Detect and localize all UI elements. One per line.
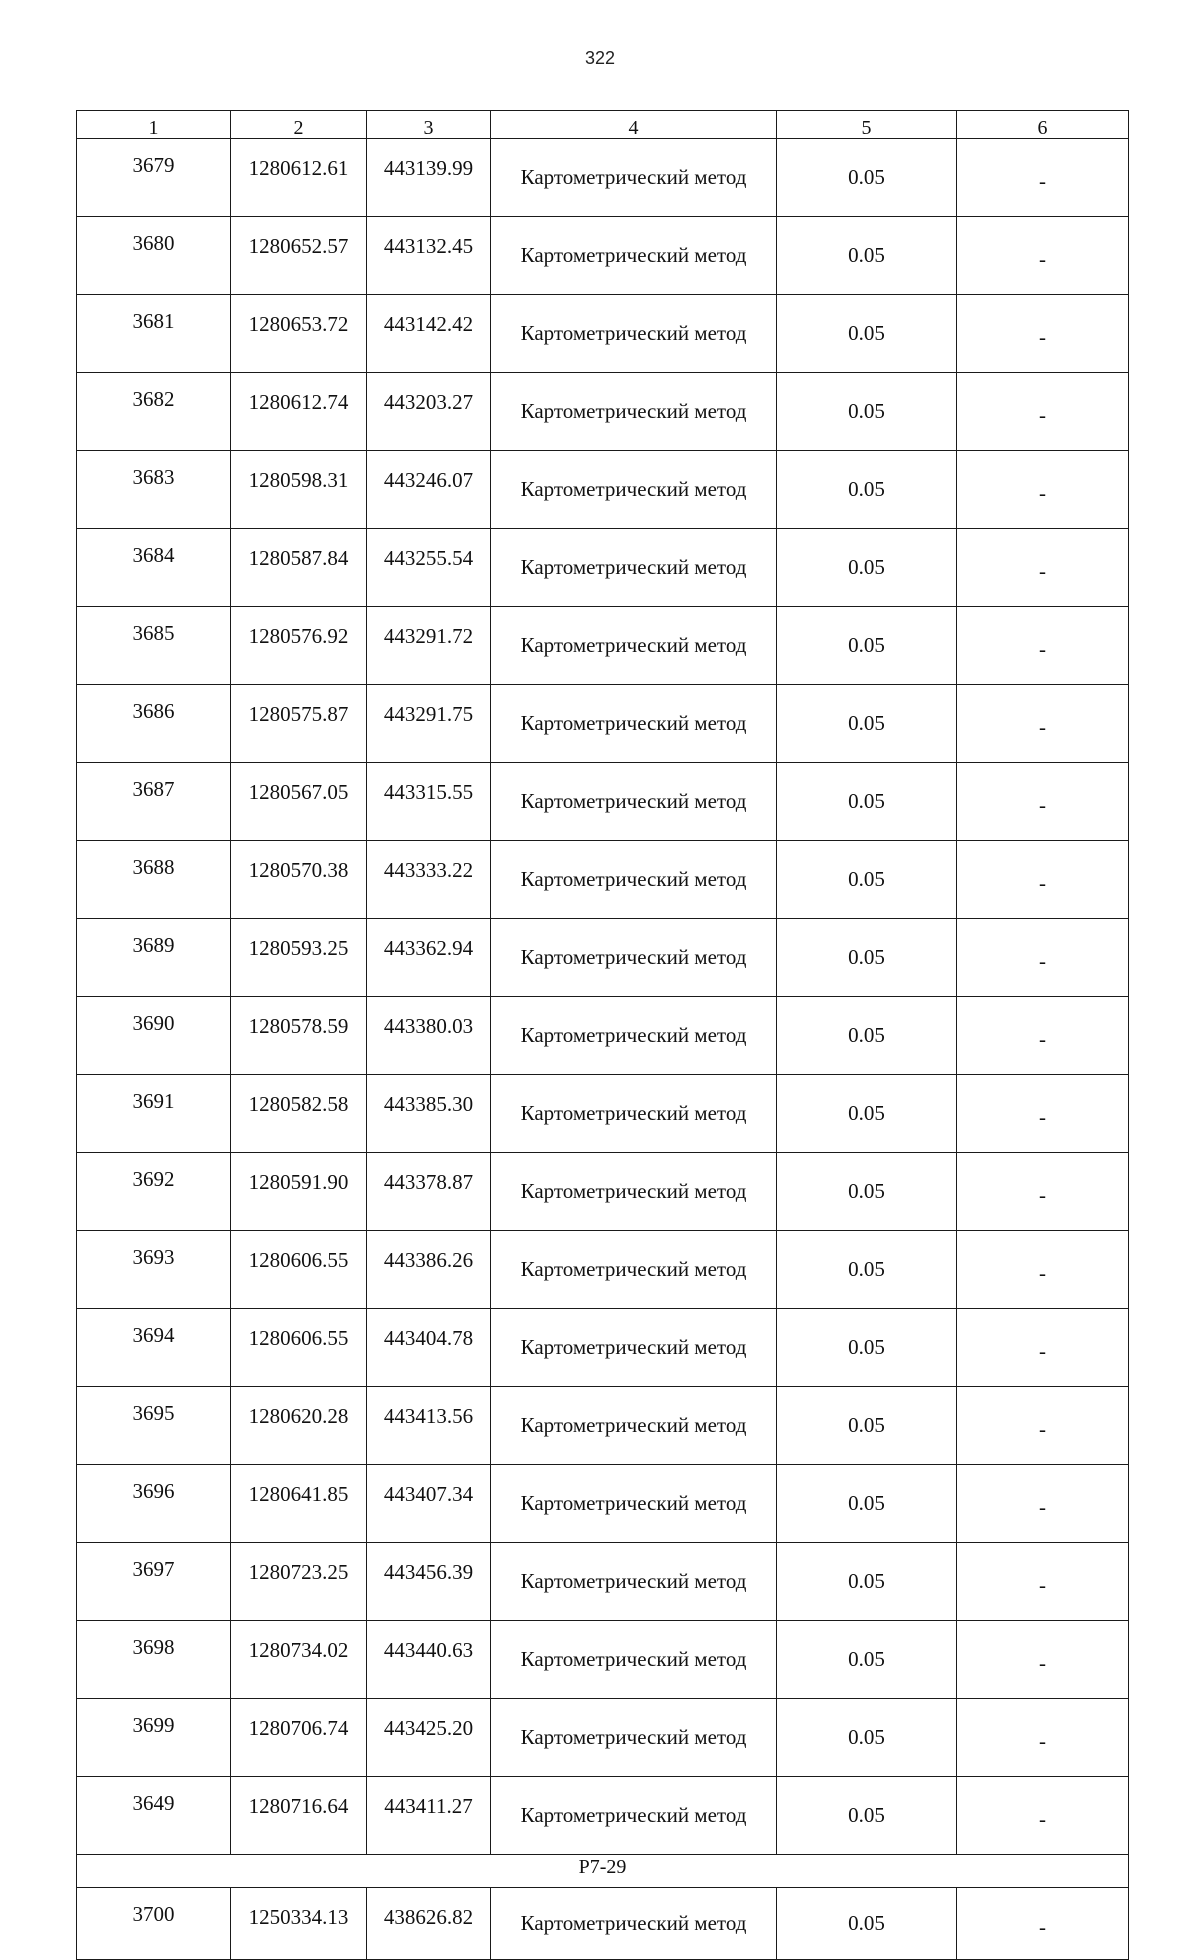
accuracy-cell: 0.05 <box>777 529 957 607</box>
note-cell: - <box>957 763 1129 841</box>
accuracy-cell: 0.05 <box>777 1309 957 1387</box>
y-coordinate-cell: 438626.82 <box>367 1888 491 1960</box>
point-number-cell: 3693 <box>77 1231 231 1309</box>
note-cell: - <box>957 997 1129 1075</box>
point-number-cell: 3697 <box>77 1543 231 1621</box>
x-coordinate-cell: 1280570.38 <box>231 841 367 919</box>
point-number-cell: 3685 <box>77 607 231 685</box>
note-cell: - <box>957 841 1129 919</box>
table-row <box>77 1309 1129 1387</box>
table-header-row <box>77 111 1129 139</box>
y-coordinate-cell: 443425.20 <box>367 1699 491 1777</box>
note-cell: - <box>957 919 1129 997</box>
section-label: Р7-29 <box>77 1855 1129 1888</box>
x-coordinate-cell: 1280591.90 <box>231 1153 367 1231</box>
accuracy-cell: 0.05 <box>777 1699 957 1777</box>
note-cell: - <box>957 1888 1129 1960</box>
note-cell: - <box>957 1777 1129 1855</box>
note-cell: - <box>957 295 1129 373</box>
method-cell: Картометрический метод <box>491 373 777 451</box>
table-row <box>77 1777 1129 1855</box>
point-number-cell: 3690 <box>77 997 231 1075</box>
table-row <box>77 763 1129 841</box>
method-cell: Картометрический метод <box>491 1777 777 1855</box>
x-coordinate-cell: 1250334.13 <box>231 1888 367 1960</box>
x-coordinate-cell: 1280582.58 <box>231 1075 367 1153</box>
note-cell: - <box>957 1387 1129 1465</box>
table-row <box>77 295 1129 373</box>
accuracy-cell: 0.05 <box>777 1387 957 1465</box>
note-cell: - <box>957 1465 1129 1543</box>
x-coordinate-cell: 1280587.84 <box>231 529 367 607</box>
x-coordinate-cell: 1280641.85 <box>231 1465 367 1543</box>
method-cell: Картометрический метод <box>491 295 777 373</box>
y-coordinate-cell: 443386.26 <box>367 1231 491 1309</box>
point-number-cell: 3698 <box>77 1621 231 1699</box>
x-coordinate-cell: 1280653.72 <box>231 295 367 373</box>
x-coordinate-cell: 1280606.55 <box>231 1231 367 1309</box>
method-cell: Картометрический метод <box>491 1309 777 1387</box>
accuracy-cell: 0.05 <box>777 295 957 373</box>
note-cell: - <box>957 1231 1129 1309</box>
point-number-cell: 3691 <box>77 1075 231 1153</box>
accuracy-cell: 0.05 <box>777 373 957 451</box>
accuracy-cell: 0.05 <box>777 1231 957 1309</box>
table-row <box>77 1075 1129 1153</box>
note-cell: - <box>957 1309 1129 1387</box>
header-cell: 3 <box>367 111 491 139</box>
y-coordinate-cell: 443411.27 <box>367 1777 491 1855</box>
method-cell: Картометрический метод <box>491 607 777 685</box>
y-coordinate-cell: 443362.94 <box>367 919 491 997</box>
y-coordinate-cell: 443315.55 <box>367 763 491 841</box>
method-cell: Картометрический метод <box>491 1888 777 1960</box>
point-number-cell: 3682 <box>77 373 231 451</box>
point-number-cell: 3679 <box>77 139 231 217</box>
x-coordinate-cell: 1280723.25 <box>231 1543 367 1621</box>
y-coordinate-cell: 443291.72 <box>367 607 491 685</box>
note-cell: - <box>957 1699 1129 1777</box>
accuracy-cell: 0.05 <box>777 841 957 919</box>
x-coordinate-cell: 1280620.28 <box>231 1387 367 1465</box>
table-row <box>77 607 1129 685</box>
accuracy-cell: 0.05 <box>777 1777 957 1855</box>
y-coordinate-cell: 443378.87 <box>367 1153 491 1231</box>
header-cell: 1 <box>77 111 231 139</box>
method-cell: Картометрический метод <box>491 1699 777 1777</box>
accuracy-cell: 0.05 <box>777 451 957 529</box>
x-coordinate-cell: 1280576.92 <box>231 607 367 685</box>
table-row <box>77 139 1129 217</box>
section-header-row <box>77 1855 1129 1888</box>
y-coordinate-cell: 443407.34 <box>367 1465 491 1543</box>
x-coordinate-cell: 1280612.74 <box>231 373 367 451</box>
table-row <box>77 997 1129 1075</box>
page-number: 322 <box>584 48 616 68</box>
method-cell: Картометрический метод <box>491 1075 777 1153</box>
y-coordinate-cell: 443246.07 <box>367 451 491 529</box>
y-coordinate-cell: 443440.63 <box>367 1621 491 1699</box>
method-cell: Картометрический метод <box>491 1153 777 1231</box>
accuracy-cell: 0.05 <box>777 217 957 295</box>
table-row <box>77 1699 1129 1777</box>
header-cell: 4 <box>491 111 777 139</box>
accuracy-cell: 0.05 <box>777 919 957 997</box>
note-cell: - <box>957 1153 1129 1231</box>
table-row <box>77 1888 1129 1960</box>
note-cell: - <box>957 1543 1129 1621</box>
header-cell: 2 <box>231 111 367 139</box>
point-number-cell: 3699 <box>77 1699 231 1777</box>
point-number-cell: 3680 <box>77 217 231 295</box>
x-coordinate-cell: 1280578.59 <box>231 997 367 1075</box>
note-cell: - <box>957 451 1129 529</box>
header-cell: 5 <box>777 111 957 139</box>
y-coordinate-cell: 443139.99 <box>367 139 491 217</box>
y-coordinate-cell: 443380.03 <box>367 997 491 1075</box>
accuracy-cell: 0.05 <box>777 1465 957 1543</box>
accuracy-cell: 0.05 <box>777 1153 957 1231</box>
method-cell: Картометрический метод <box>491 139 777 217</box>
point-number-cell: 3686 <box>77 685 231 763</box>
accuracy-cell: 0.05 <box>777 607 957 685</box>
header-cell: 6 <box>957 111 1129 139</box>
table-row <box>77 919 1129 997</box>
point-number-cell: 3700 <box>77 1888 231 1960</box>
accuracy-cell: 0.05 <box>777 685 957 763</box>
method-cell: Картометрический метод <box>491 1465 777 1543</box>
y-coordinate-cell: 443203.27 <box>367 373 491 451</box>
point-number-cell: 3694 <box>77 1309 231 1387</box>
x-coordinate-cell: 1280593.25 <box>231 919 367 997</box>
point-number-cell: 3681 <box>77 295 231 373</box>
accuracy-cell: 0.05 <box>777 1888 957 1960</box>
point-number-cell: 3688 <box>77 841 231 919</box>
x-coordinate-cell: 1280567.05 <box>231 763 367 841</box>
note-cell: - <box>957 217 1129 295</box>
accuracy-cell: 0.05 <box>777 1621 957 1699</box>
x-coordinate-cell: 1280734.02 <box>231 1621 367 1699</box>
accuracy-cell: 0.05 <box>777 1543 957 1621</box>
point-number-cell: 3649 <box>77 1777 231 1855</box>
x-coordinate-cell: 1280575.87 <box>231 685 367 763</box>
accuracy-cell: 0.05 <box>777 1075 957 1153</box>
table-row <box>77 1465 1129 1543</box>
table-row <box>77 685 1129 763</box>
x-coordinate-cell: 1280652.57 <box>231 217 367 295</box>
y-coordinate-cell: 443333.22 <box>367 841 491 919</box>
accuracy-cell: 0.05 <box>777 997 957 1075</box>
y-coordinate-cell: 443385.30 <box>367 1075 491 1153</box>
point-number-cell: 3695 <box>77 1387 231 1465</box>
note-cell: - <box>957 1075 1129 1153</box>
method-cell: Картометрический метод <box>491 919 777 997</box>
table-row <box>77 451 1129 529</box>
method-cell: Картометрический метод <box>491 1621 777 1699</box>
table-row <box>77 1621 1129 1699</box>
table-row <box>77 373 1129 451</box>
method-cell: Картометрический метод <box>491 451 777 529</box>
x-coordinate-cell: 1280706.74 <box>231 1699 367 1777</box>
y-coordinate-cell: 443142.42 <box>367 295 491 373</box>
point-number-cell: 3687 <box>77 763 231 841</box>
method-cell: Картометрический метод <box>491 1543 777 1621</box>
table-row <box>77 841 1129 919</box>
table-row <box>77 217 1129 295</box>
coordinates-table <box>76 110 1129 1960</box>
accuracy-cell: 0.05 <box>777 139 957 217</box>
x-coordinate-cell: 1280716.64 <box>231 1777 367 1855</box>
point-number-cell: 3689 <box>77 919 231 997</box>
y-coordinate-cell: 443132.45 <box>367 217 491 295</box>
accuracy-cell: 0.05 <box>777 763 957 841</box>
y-coordinate-cell: 443291.75 <box>367 685 491 763</box>
x-coordinate-cell: 1280606.55 <box>231 1309 367 1387</box>
table-row <box>77 529 1129 607</box>
method-cell: Картометрический метод <box>491 841 777 919</box>
note-cell: - <box>957 529 1129 607</box>
table-row <box>77 1231 1129 1309</box>
y-coordinate-cell: 443404.78 <box>367 1309 491 1387</box>
method-cell: Картометрический метод <box>491 1387 777 1465</box>
note-cell: - <box>957 685 1129 763</box>
x-coordinate-cell: 1280612.61 <box>231 139 367 217</box>
method-cell: Картометрический метод <box>491 763 777 841</box>
point-number-cell: 3683 <box>77 451 231 529</box>
point-number-cell: 3692 <box>77 1153 231 1231</box>
note-cell: - <box>957 139 1129 217</box>
method-cell: Картометрический метод <box>491 685 777 763</box>
table-row <box>77 1387 1129 1465</box>
note-cell: - <box>957 1621 1129 1699</box>
x-coordinate-cell: 1280598.31 <box>231 451 367 529</box>
note-cell: - <box>957 373 1129 451</box>
method-cell: Картометрический метод <box>491 217 777 295</box>
method-cell: Картометрический метод <box>491 529 777 607</box>
y-coordinate-cell: 443255.54 <box>367 529 491 607</box>
y-coordinate-cell: 443456.39 <box>367 1543 491 1621</box>
point-number-cell: 3696 <box>77 1465 231 1543</box>
y-coordinate-cell: 443413.56 <box>367 1387 491 1465</box>
method-cell: Картометрический метод <box>491 1231 777 1309</box>
table-row <box>77 1543 1129 1621</box>
point-number-cell: 3684 <box>77 529 231 607</box>
table-body <box>77 139 1129 1960</box>
table-row <box>77 1153 1129 1231</box>
method-cell: Картометрический метод <box>491 997 777 1075</box>
note-cell: - <box>957 607 1129 685</box>
